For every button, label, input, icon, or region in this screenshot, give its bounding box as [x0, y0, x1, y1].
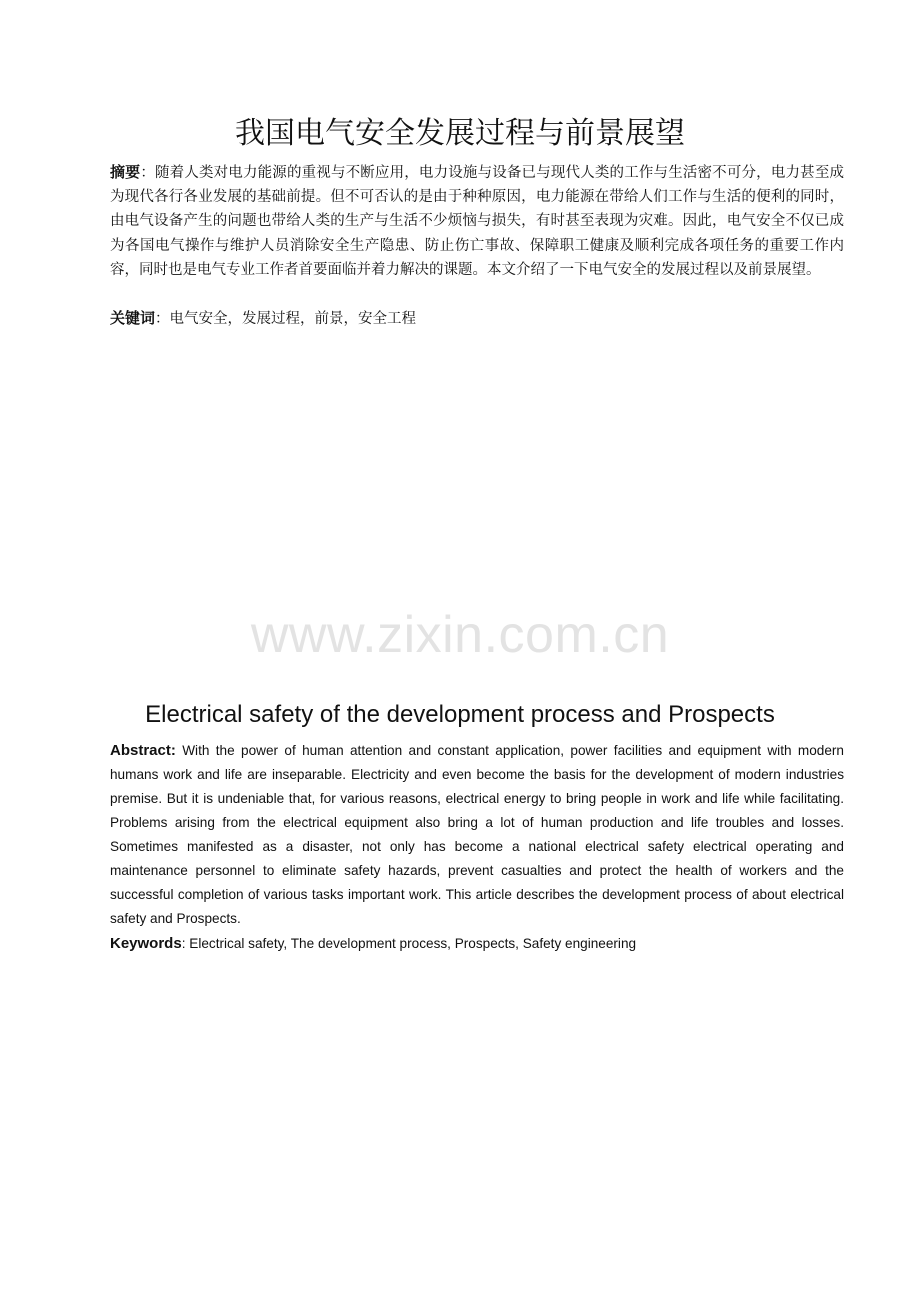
english-title: Electrical safety of the development process and Prospects [145, 701, 775, 728]
english-keywords-text: : Electrical safety, The development process, Prospects, Safety engineering [181, 936, 637, 951]
chinese-keywords [110, 306, 844, 331]
chinese-abstract [110, 160, 844, 282]
chinese-keywords-label: 关键词 [110, 309, 156, 327]
chinese-keywords-text: ：电气安全，发展过程，前景，安全工程 [155, 311, 417, 327]
english-abstract-label: Abstract: [110, 742, 176, 759]
chinese-abstract-label: 摘要 [110, 163, 141, 181]
english-abstract [110, 739, 844, 931]
english-keywords-label: Keywords [110, 935, 182, 952]
chinese-title: 我国电气安全发展过程与前景展望 [235, 116, 685, 151]
english-abstract-text: With the power of human attention and constant application, power facilities and equipment with modern humans work and life are inseparable. Electricity and even become the basis for the development of modern industries premise. But it is undeniable that, for various reasons, electrical energy to bring people in work and life while facilitating. Problems arising from the electrical equipment also bring a lot of human production and life troubles and losses. Sometimes manifested as a disaster, not only has become a national electrical safety electrical operating and maintenance personnel to eliminate safety hazards, prevent casualties and protect the health of workers and the successful completion of various tasks important work. This article describes the development process of about electrical safety and Prospects. [110, 743, 844, 926]
english-keywords [110, 932, 844, 956]
chinese-abstract-text: ：随着人类对电力能源的重视与不断应用，电力设施与设备已与现代人类的工作与生活密不可分，电力甚至成为现代各行各业发展的基础前提。但不可否认的是由于种种原因，电力能源在带给人们工作与生活的便利的同时，由电气设备产生的问题也带给人类的生产与生活不少烦恼与损失，有时甚至表现为灾难。因此，电气安全不仅已成为各国电气操作与维护人员消除安全生产隐患、防止伤亡事故、保障职工健康及顺利完成各项任务的重要工作内容，同时也是电气专业工作者首要面临并着力解决的课题。本文介绍了一下电气安全的发展过程以及前景展望。 [110, 165, 844, 278]
watermark: www.zixin.com.cn [250, 606, 670, 664]
